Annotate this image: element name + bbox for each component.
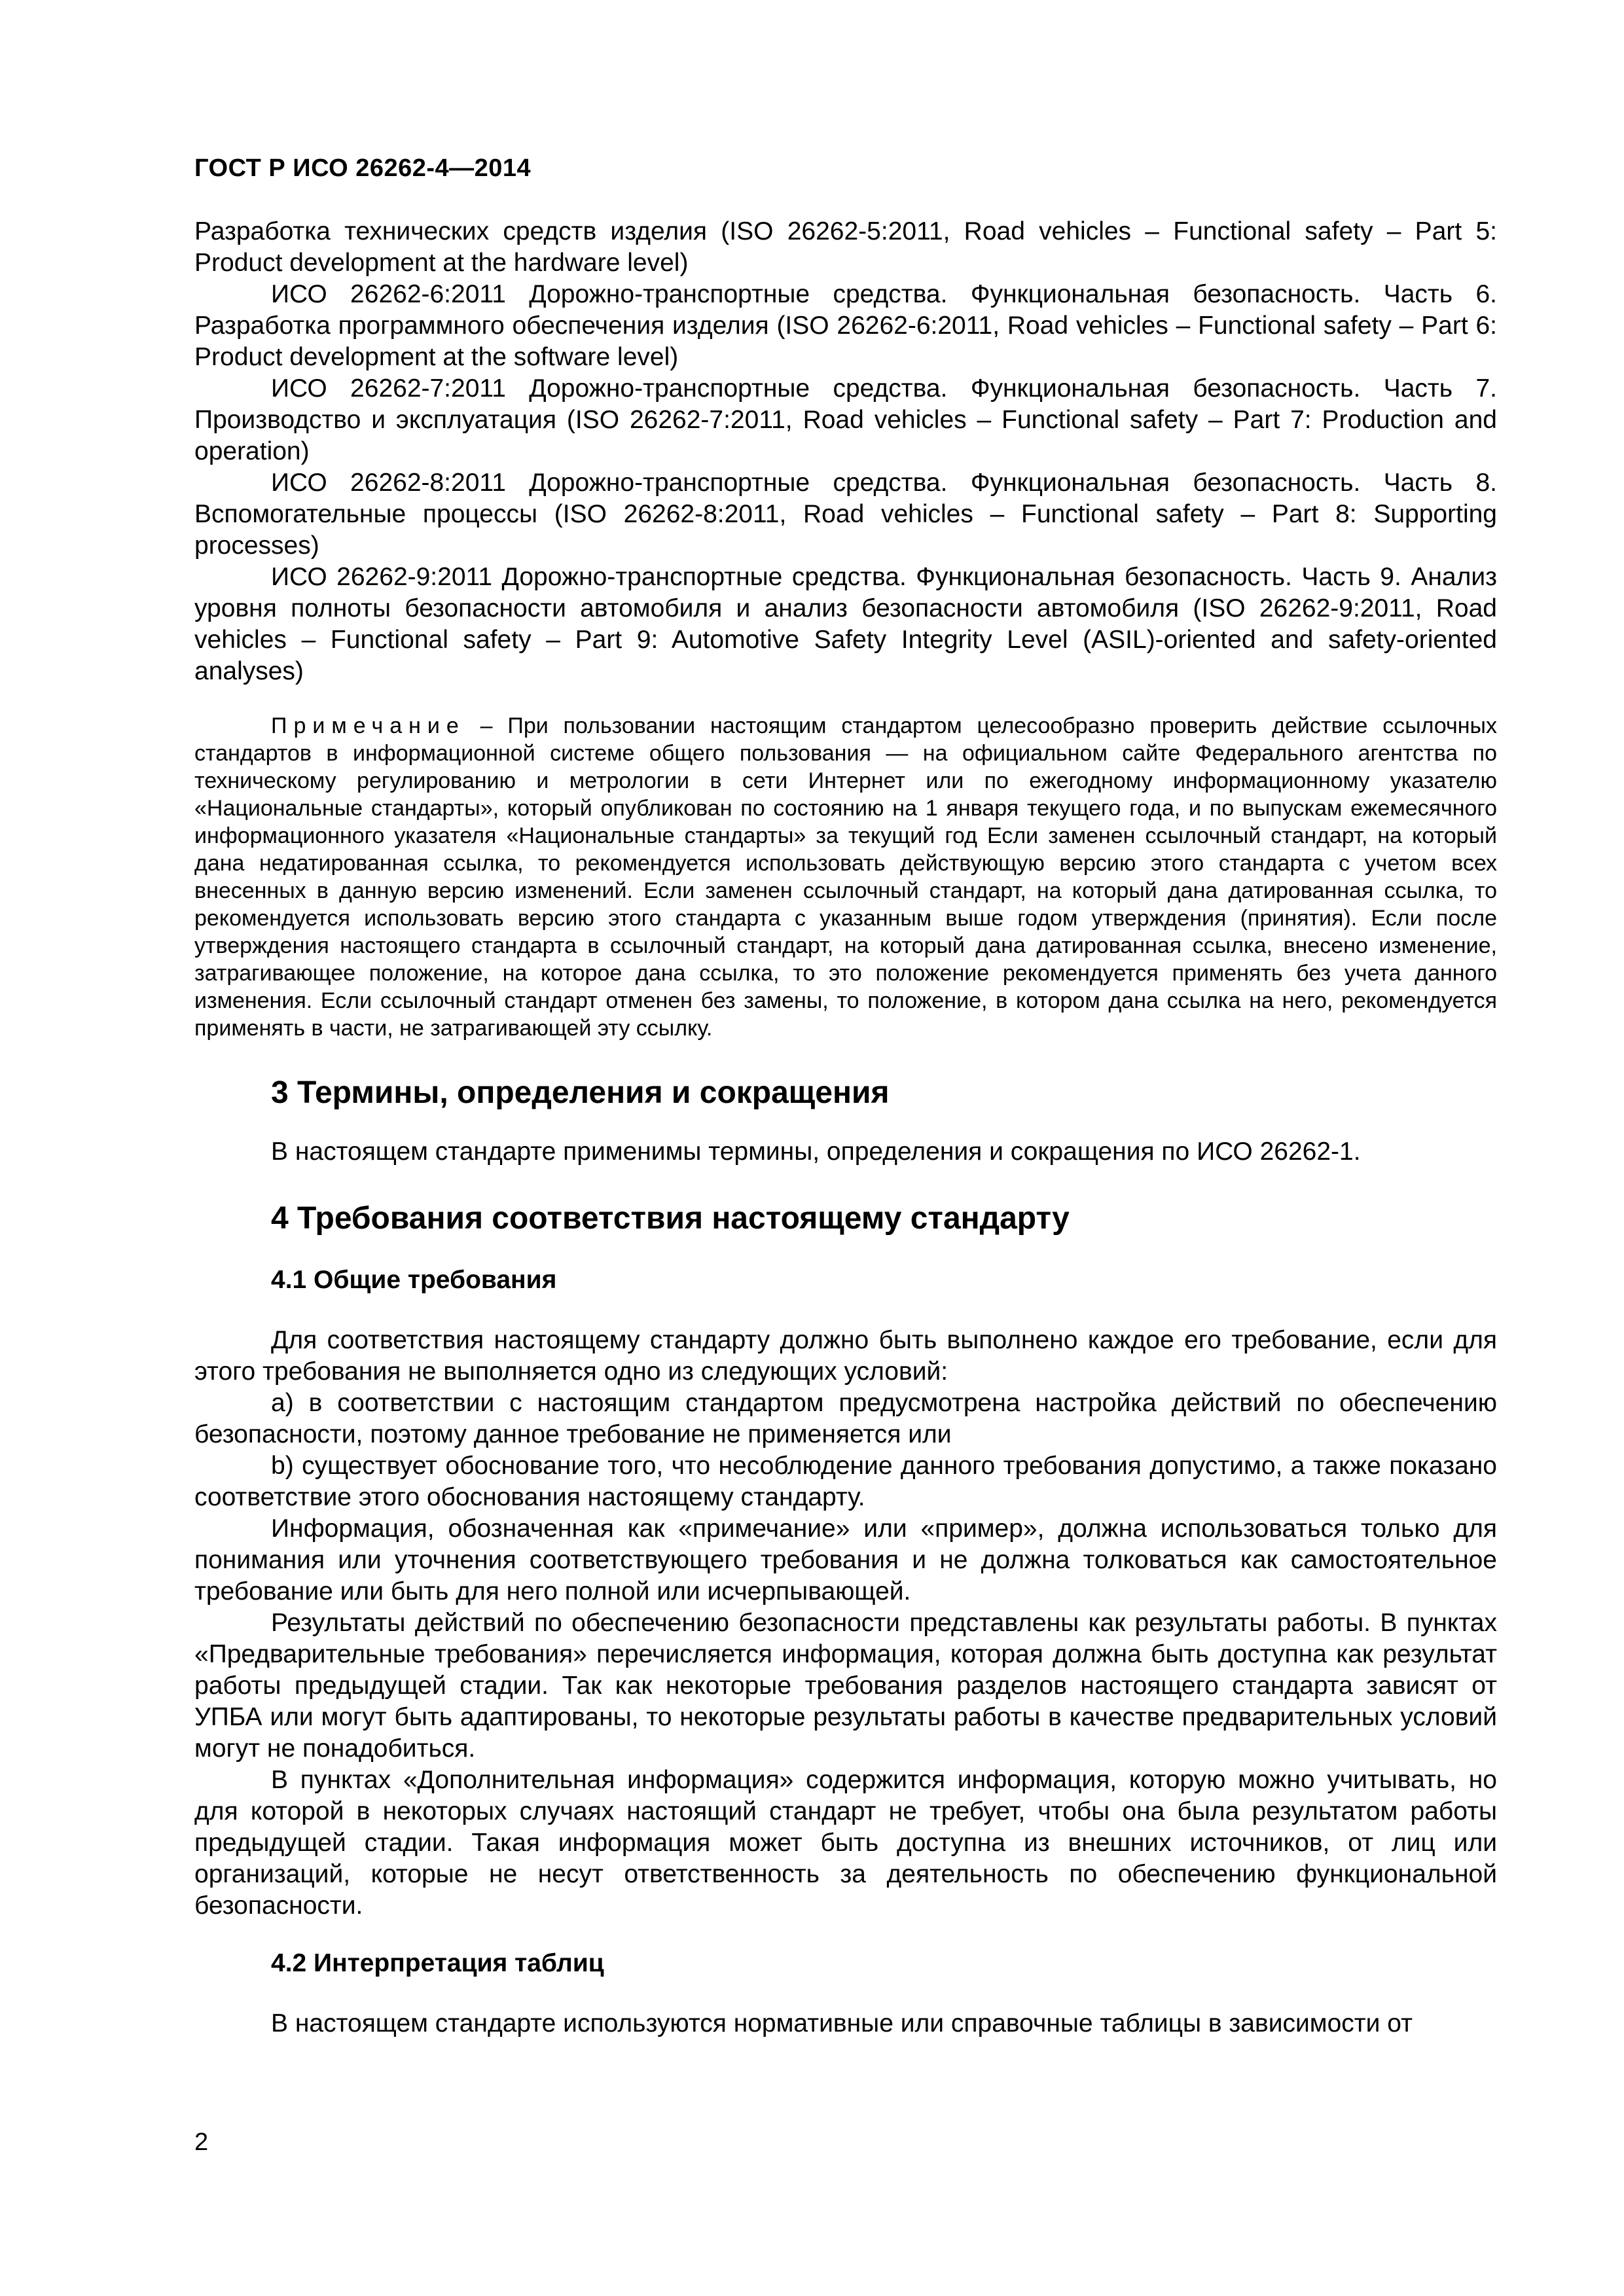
section-4-1-paragraph-1: Для соответствия настоящему стандарту должно быть выполнено каждое его требование, если для этого требования не выполняется одно из следующих условий: xyxy=(194,1326,1497,1386)
section-4-1-paragraph-2: Информация, обозначенная как «примечание» или «пример», должна использоваться только для понимания или уточнения соответствующего требования и не должна толковаться как самостоятельное требование или быть для него полной или исчерпывающей. xyxy=(194,1515,1497,1605)
reference-part-5: Разработка технических средств изделия (ISO 26262-5:2011, Road vehicles – Functional safety – Part 5: Product development at the hardware level) xyxy=(194,217,1497,277)
section-4-1-item-b: b) существует обоснование того, что несоблюдение данного требования допустимо, а также показано соответствие этого обоснования настоящему стандарту. xyxy=(194,1452,1497,1511)
section-4-heading: 4 Требования соответствия настоящему стандарту xyxy=(271,1201,1070,1236)
section-4-1-paragraph-4: В пунктах «Дополнительная информация» содержится информация, которую можно учитывать, но для которой в некоторых случаях настоящий стандарт не требует, чтобы она была результатом работы предыдущей стадии. Такая информация может быть доступна из внешних источников, от лиц или организаций, которые не несут ответственность за деятельность по обеспечению функциональной безопасности. xyxy=(194,1766,1497,1920)
section-4-1-paragraph-3: Результаты действий по обеспечению безопасности представлены как результаты работы. В пунктах «Предварительные требования» перечисляется информация, которая должна быть доступна как результат работы предыдущей стадии. Так как некоторые требования разделов настоящего стандарта зависят от УПБА или могут быть адаптированы, то некоторые результаты работы в качестве предварительных условий могут не понадобиться. xyxy=(194,1609,1497,1763)
page-content xyxy=(194,216,1497,2039)
section-4-2-paragraph-1: В настоящем стандарте используются нормативные или справочные таблицы в зависимости от xyxy=(271,2009,1413,2037)
page-number: 2 xyxy=(194,2128,209,2156)
section-3-heading: 3 Термины, определения и сокращения xyxy=(271,1075,890,1110)
reference-part-6: ИСО 26262-6:2011 Дорожно-транспортные средства. Функциональная безопасность. Часть 6. Разработка программного обеспечения изделия (ISO 26262-6:2011, Road vehicles – Functional safety – Part 6: Product development at the software level) xyxy=(194,280,1497,371)
note-block xyxy=(194,712,1497,1042)
section-4-1-heading: 4.1 Общие требования xyxy=(271,1266,557,1294)
section-3-text: В настоящем стандарте применимы термины, определения и сокращения по ИСО 26262-1. xyxy=(271,1138,1361,1166)
note-text: – При пользовании настоящим стандартом целесообразно проверить действие ссылочных стандартов в информационной системе общего пользования — на официальном сайте Федерального агентства по техническому регулированию и метрологии в сети Интернет или по ежегодному информационному указателю «Национальные стандарты», который опубликован по состоянию на 1 января текущего года, и по выпускам ежемесячного информационного указателя «Национальные стандарты» за текущий год Если заменен ссылочный стандарт, на который дана недатированная ссылка, то рекомендуется использовать действующую версию этого стандарта с учетом всех внесенных в данную версию изменений. Если заменен ссылочный стандарт, на который дана датированная ссылка, то рекомендуется использовать версию этого стандарта с указанным выше годом утверждения (принятия). Если после утверждения настоящего стандарта в ссылочный стандарт, на который дана датированная ссылка, внесено изменение, затрагивающее положение, на которое дана ссылка, то это положение рекомендуется применять без учета данного изменения. Если ссылочный стандарт отменен без замены, то положение, в котором дана ссылка на него, рекомендуется применять в части, не затрагивающей эту ссылку. xyxy=(194,713,1497,1041)
section-4-2-heading: 4.2 Интерпретация таблиц xyxy=(271,1949,604,1977)
note-label: Примечание xyxy=(271,713,465,738)
section-4-1-item-a: а) в соответствии с настоящим стандартом предусмотрена настройка действий по обеспечению безопасности, поэтому данное требование не применяется или xyxy=(194,1389,1497,1448)
document-header: ГОСТ Р ИСО 26262-4—2014 xyxy=(194,154,532,182)
reference-part-8: ИСО 26262-8:2011 Дорожно-транспортные средства. Функциональная безопасность. Часть 8. Вспомогательные процессы (ISO 26262-8:2011, Road vehicles – Functional safety – Part 8: Supporting processes) xyxy=(194,469,1497,560)
reference-part-7: ИСО 26262-7:2011 Дорожно-транспортные средства. Функциональная безопасность. Часть 7. Производство и эксплуатация (ISO 26262-7:2011, Road vehicles – Functional safety – Part 7: Production and operation) xyxy=(194,374,1497,465)
reference-part-9: ИСО 26262-9:2011 Дорожно-транспортные средства. Функциональная безопасность. Часть 9. Анализ уровня полноты безопасности автомобиля и анализ безопасности автомобиля (ISO 26262-9:2011, Road vehicles – Functional safety – Part 9: Automotive Safety Integrity Level (ASIL)-oriented and safety-oriented analyses) xyxy=(194,563,1497,685)
